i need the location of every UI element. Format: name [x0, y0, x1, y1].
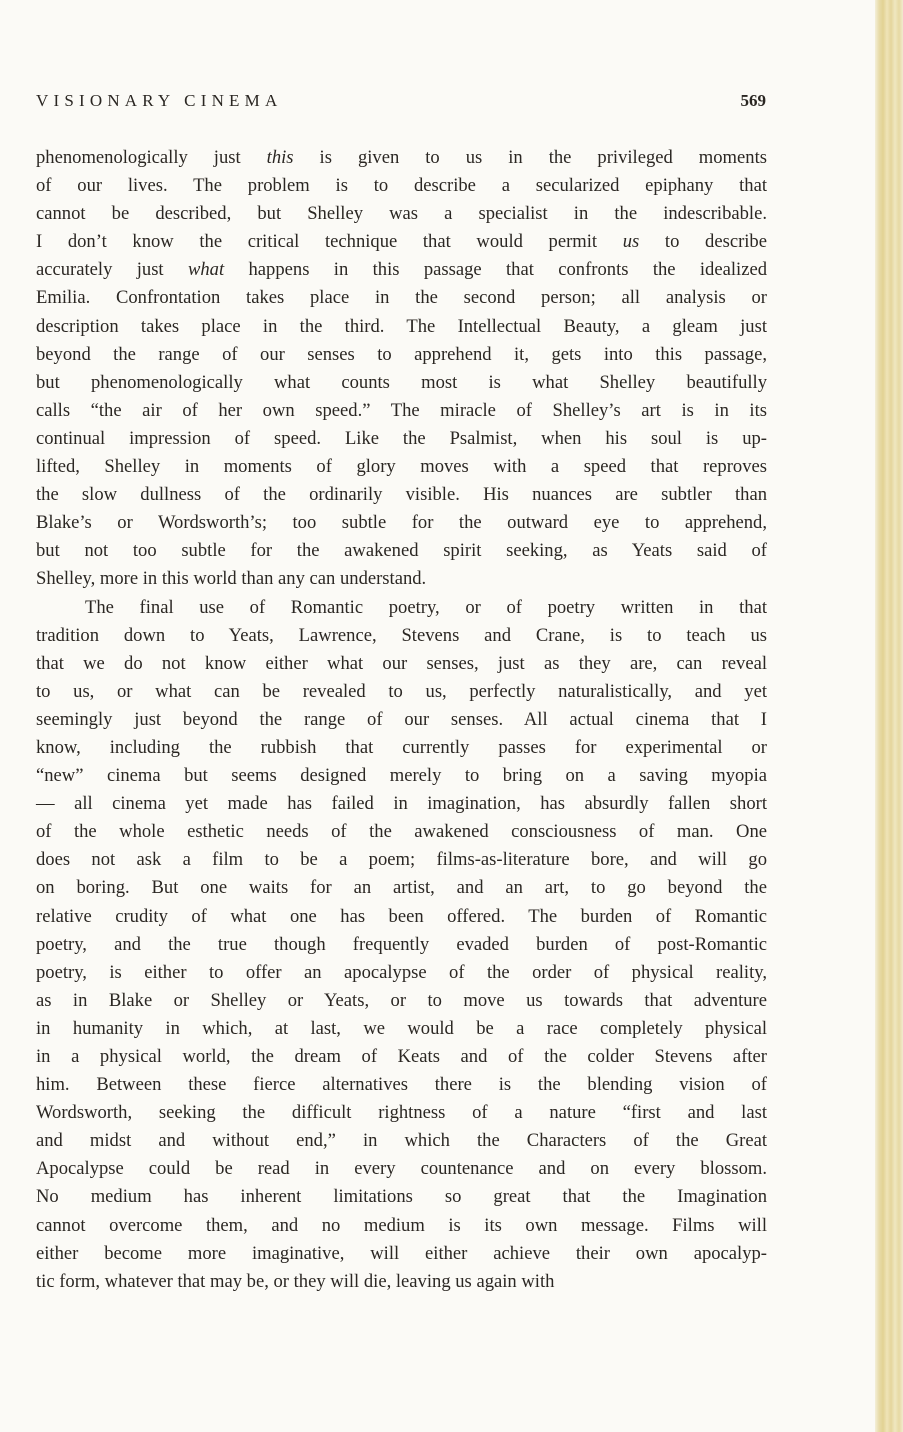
paragraph — [36, 144, 767, 594]
text-run: I don’t know the critical technique that would permit — [36, 231, 623, 253]
running-title: VISIONARY CINEMA — [36, 91, 283, 110]
text-run: of the whole esthetic needs of the awakened consciousness of man. One — [36, 821, 767, 843]
text-run: lifted, Shelley in moments of glory moves with a speed that reproves — [36, 456, 767, 478]
text-line — [36, 537, 767, 565]
text-run: Blake’s or Wordsworth’s; too subtle for the outward eye to apprehend, — [36, 512, 767, 534]
text-line — [36, 284, 767, 312]
text-line — [36, 931, 767, 959]
text-run: in a physical world, the dream of Keats and of the colder Stevens after — [36, 1046, 767, 1067]
text-run: as in Blake or Shelley or Yeats, or to move us towards that adventure — [36, 989, 767, 1011]
text-line — [36, 1183, 767, 1211]
text-run: tradition down to Yeats, Lawrence, Stevens and Crane, is to teach us — [36, 624, 767, 646]
text-run: cannot overcome them, and no medium is its own message. Films will — [36, 1214, 767, 1236]
text-line — [36, 565, 767, 593]
text-line — [36, 369, 767, 397]
page-edge — [875, 0, 903, 1432]
text-run: but not too subtle for the awakened spirit seeking, as Yeats said of — [36, 540, 767, 562]
text-run: — all cinema yet made has failed in imagination, has absurdly fallen short — [36, 793, 767, 815]
text-line — [36, 1099, 767, 1127]
text-line — [36, 425, 767, 453]
text-run: the slow dullness of the ordinarily visible. His nuances are subtler than — [36, 484, 767, 506]
text-line — [36, 1212, 767, 1240]
text-run: know, including the rubbish that currently passes for experimental or — [36, 736, 767, 758]
paragraph — [36, 594, 767, 1296]
text-line — [36, 762, 767, 790]
text-run: him. Between these fierce alternatives there is the blending vision of — [36, 1074, 767, 1096]
text-run: cannot be described, but Shelley was a specialist in the indescribable. — [36, 203, 767, 225]
text-line — [36, 874, 767, 902]
text-run: Emilia. Confrontation takes place in the second person; all analysis or — [36, 287, 767, 309]
text-run: “new” cinema but seems designed merely to bring on a saving myopia — [36, 765, 767, 787]
running-head — [36, 91, 766, 115]
text-line — [36, 1268, 767, 1296]
text-line — [36, 1043, 767, 1071]
text-run: continual impression of speed. Like the Psalmist, when his soul is up- — [36, 427, 767, 449]
text-line — [36, 959, 767, 987]
text-line — [36, 678, 767, 706]
text-line — [36, 200, 767, 228]
text-run: either become more imaginative, will either achieve their own apocalyp- — [36, 1242, 767, 1264]
text-line — [36, 790, 767, 818]
text-run: beyond the range of our senses to apprehend it, gets into this passage, — [36, 343, 767, 365]
italic-word: what — [187, 259, 225, 281]
italic-word: this — [266, 147, 294, 168]
text-line — [36, 313, 767, 341]
text-line — [36, 1015, 767, 1043]
text-line — [36, 1155, 767, 1183]
text-run: Apocalypse could be read in every countenance and on every blossom. — [36, 1158, 767, 1180]
text-line — [36, 144, 767, 172]
text-line — [36, 987, 767, 1015]
text-line — [36, 509, 767, 537]
text-run: and midst and without end,” in which the Characters of the Great — [36, 1130, 767, 1152]
text-run: poetry, is either to offer an apocalypse of the order of physical reality, — [36, 961, 767, 983]
text-line — [36, 903, 767, 931]
text-line — [36, 1127, 767, 1155]
text-line — [36, 734, 767, 762]
text-run: in humanity in which, at last, we would be a race completely physical — [36, 1017, 767, 1039]
text-run: accurately just — [36, 259, 188, 281]
text-run: tic form, whatever that may be, or they will die, leaving us again with — [36, 1270, 555, 1292]
text-line — [36, 172, 767, 200]
text-run: of our lives. The problem is to describe a secularized epiphany that — [36, 175, 767, 197]
text-run: seemingly just beyond the range of our senses. All actual cinema that I — [36, 708, 767, 730]
text-run: happens in this passage that confronts the idealized — [224, 259, 767, 281]
text-run: to us, or what can be revealed to us, perfectly naturalistically, and yet — [36, 680, 767, 702]
italic-word: us — [622, 231, 640, 253]
text-line — [36, 1240, 767, 1268]
text-run: The final use of Romantic poetry, or of poetry written in that — [85, 596, 767, 618]
text-line — [36, 481, 767, 509]
text-run: No medium has inherent limitations so great that the Imagination — [36, 1186, 767, 1208]
text-line — [36, 341, 767, 369]
text-line — [36, 228, 767, 256]
text-run: does not ask a film to be a poem; films-as-literature bore, and will go — [36, 849, 767, 871]
text-line — [36, 397, 767, 425]
text-line — [36, 650, 767, 678]
text-run: but phenomenologically what counts most is what Shelley beautifully — [36, 371, 767, 393]
text-run: that we do not know either what our senses, just as they are, can reveal — [36, 652, 767, 674]
text-line — [36, 594, 767, 622]
text-run: Wordsworth, seeking the difficult rightness of a nature “first and last — [36, 1102, 767, 1124]
text-line — [36, 1071, 767, 1099]
body-text — [36, 144, 767, 1296]
text-run: calls “the air of her own speed.” The miracle of Shelley’s art is in its — [36, 399, 767, 421]
text-line — [36, 453, 767, 481]
text-run: description takes place in the third. The Intellectual Beauty, a gleam just — [36, 315, 767, 337]
text-line — [36, 706, 767, 734]
text-line — [36, 256, 767, 284]
text-run: on boring. But one waits for an artist, and an art, to go beyond the — [36, 877, 767, 899]
text-run: is given to us in the privileged moments — [293, 147, 767, 168]
text-line — [36, 622, 767, 650]
text-run: poetry, and the true though frequently evaded burden of post-Romantic — [36, 933, 767, 955]
text-line — [36, 846, 767, 874]
text-run: to describe — [639, 231, 767, 253]
text-run: phenomenologically just — [36, 147, 267, 168]
page-number: 569 — [740, 91, 766, 110]
text-line — [36, 818, 767, 846]
text-run: relative crudity of what one has been offered. The burden of Romantic — [36, 905, 767, 927]
text-run: Shelley, more in this world than any can understand. — [36, 568, 427, 590]
